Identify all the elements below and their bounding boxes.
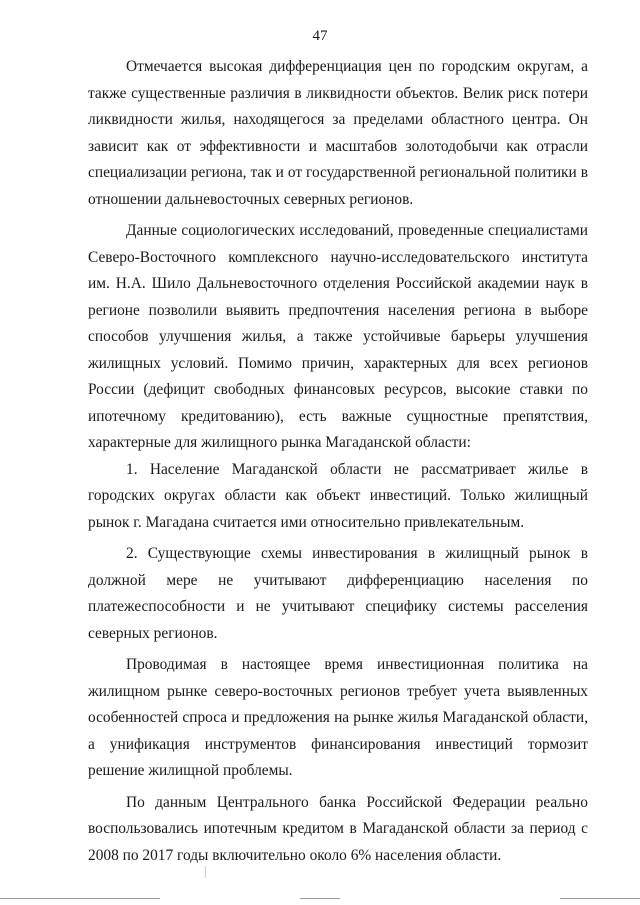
scan-edge-line-left — [0, 898, 160, 899]
scan-edge-line-middle — [300, 898, 340, 899]
list-item-1: 1. Население Магаданской области не рассматривает жилье в городских округах области как объект инвестиций. Только жилищный рынок г. Магадана считается ими относительно привлекательным. — [88, 460, 588, 531]
document-body — [88, 54, 588, 869]
paragraph-investment-policy: Проводимая в настоящее время инвестиционная политика на жилищном рынке северо-восточных регионов требует учета выявленных особенностей спроса и предложения на рынке жилья Магаданской области, а унификация инструментов финансирования инвестиций тормозит решение жилищной проблемы. — [88, 656, 588, 779]
page-number: 47 — [312, 28, 328, 44]
paragraph-price-differentiation: Отмечается высокая дифференциация цен по городским округам, а также существенные различия в ликвидности объектов. Велик риск потери ликвидности жилья, находящегося за пределами областного центра. Он зависит как от эффективности и масштабов золотодобычи как отрасли специализации региона, так и от государственной региональной политики в отношении дальневосточных северных регионов. — [88, 58, 588, 208]
paragraph-central-bank: По данным Центрального банка Российской Федерации реально воспользовались ипотечным кредитом в Магаданской области за период с 2008 по 2017 годы включительно около 6% населения области. — [88, 793, 588, 864]
paragraph-sociological-research: Данные социологических исследований, проведенные специалистами Северо-Восточного комплексного научно-исследовательского института им. Н.А. Шило Дальневосточного отделения Российской академии наук в регионе позволили выявить предпочтения населения региона в выборе способов улучшения жилья, а также устойчивые барьеры улучшения жилищных условий. Помимо причин, характерных для всех регионов России (дефицит свободных финансовых ресурсов, высокие ставки по ипотечному кредитованию), есть важные сущностные препятствия, характерные для жилищного рынка Магаданской области: — [88, 222, 588, 451]
scan-edge-line-right — [560, 898, 640, 899]
list-item-2: 2. Существующие схемы инвестирования в жилищный рынок в должной мере не учитывают дифференциацию населения по платежеспособности и не учитывают специфику системы расселения северных регионов. — [88, 545, 588, 642]
scan-artifact-mark — [205, 866, 206, 878]
